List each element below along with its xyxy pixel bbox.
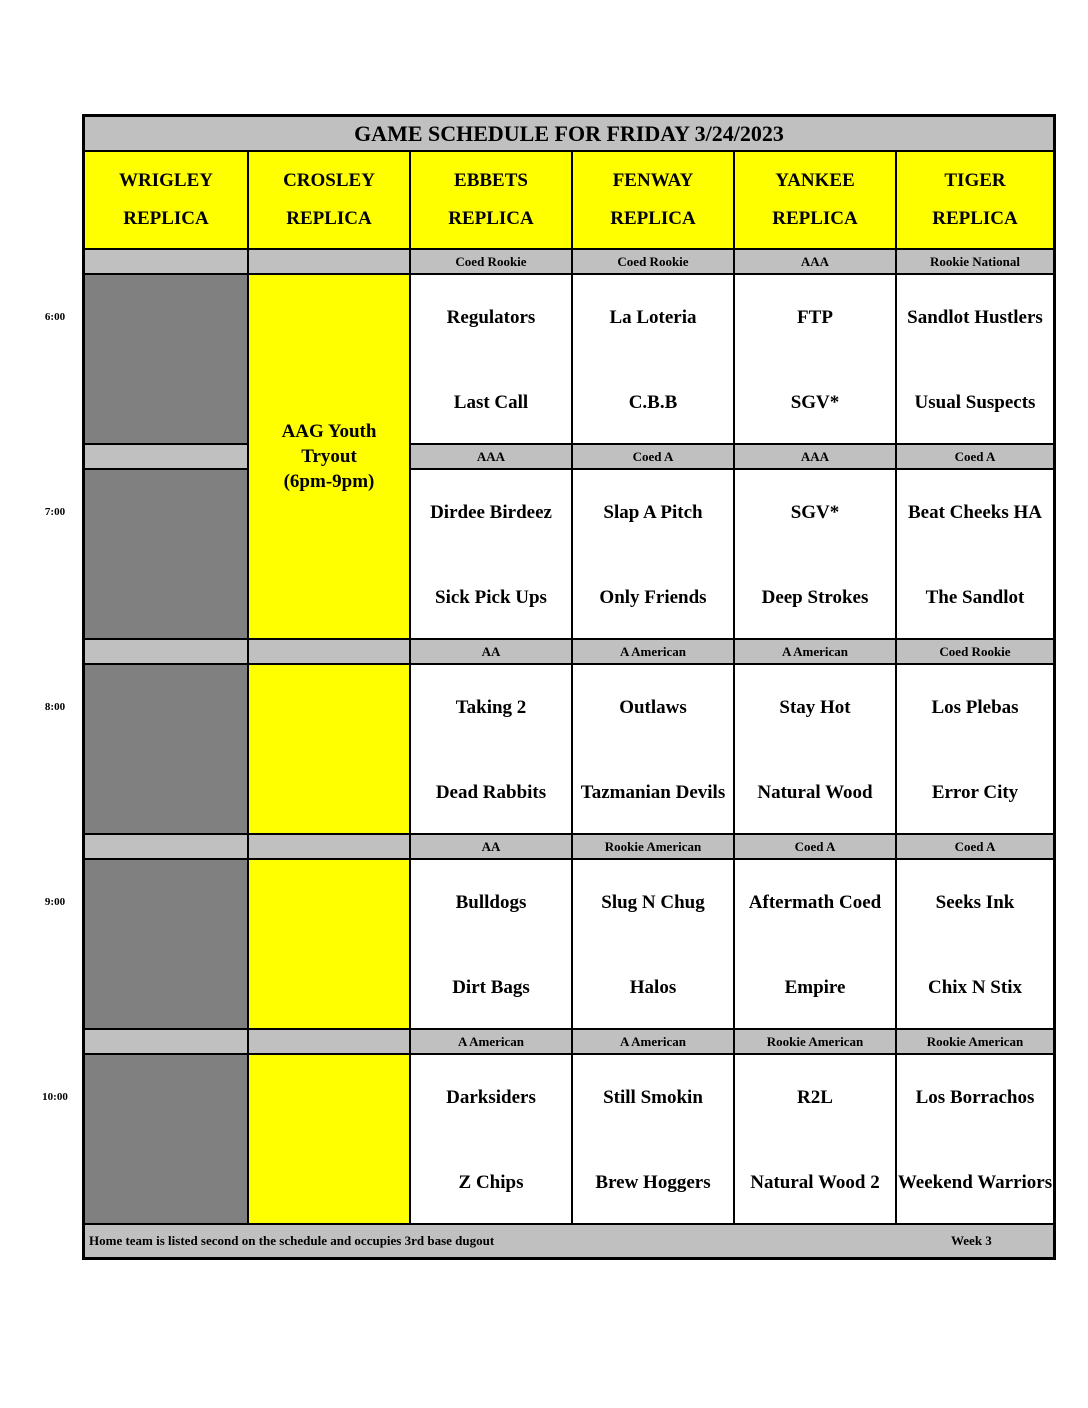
division-label: AAA bbox=[733, 250, 895, 275]
home-team: Natural Wood 2 bbox=[750, 1172, 880, 1193]
schedule-title: GAME SCHEDULE FOR FRIDAY 3/24/2023 bbox=[85, 117, 1053, 152]
home-team: Error City bbox=[931, 782, 1019, 803]
wrigley-closed-block bbox=[85, 1055, 247, 1225]
field-subtitle: REPLICA bbox=[286, 208, 372, 229]
home-team: Sick Pick Ups bbox=[435, 587, 547, 608]
schedule-table bbox=[82, 114, 1056, 1260]
game-cell bbox=[895, 1055, 1053, 1225]
home-team-note: Home team is listed second on the schedule and occupies 3rd base dugout bbox=[89, 1233, 495, 1248]
field-subtitle: REPLICA bbox=[932, 208, 1018, 229]
crosley-reserved-block bbox=[247, 665, 409, 835]
field-subtitle: REPLICA bbox=[772, 208, 858, 229]
division-label: Rookie American bbox=[571, 835, 733, 860]
field-subtitle: REPLICA bbox=[448, 208, 534, 229]
field-header-yankee bbox=[733, 152, 895, 250]
game-cell bbox=[571, 860, 733, 1030]
away-team: Los Borrachos bbox=[915, 1087, 1035, 1108]
field-subtitle: REPLICA bbox=[123, 208, 209, 229]
division-band-empty bbox=[85, 835, 247, 860]
division-label: Coed Rookie bbox=[895, 640, 1053, 665]
wrigley-closed-block bbox=[85, 860, 247, 1030]
away-team: R2L bbox=[797, 1087, 833, 1108]
home-team: C.B.B bbox=[628, 392, 678, 413]
crosley-tryout-block bbox=[247, 275, 409, 640]
home-team: Only Friends bbox=[599, 587, 707, 608]
time-label: 9:00 bbox=[44, 896, 66, 908]
away-team: La Loteria bbox=[609, 307, 697, 328]
away-team: Los Plebas bbox=[931, 697, 1019, 718]
away-team: SGV* bbox=[790, 502, 840, 523]
game-cell bbox=[733, 470, 895, 640]
away-team: Bulldogs bbox=[455, 892, 527, 913]
field-name: WRIGLEY bbox=[119, 170, 213, 191]
division-band-empty bbox=[85, 445, 247, 470]
home-team: Tazmanian Devils bbox=[580, 782, 726, 803]
home-team: The Sandlot bbox=[925, 587, 1025, 608]
division-band-empty bbox=[85, 640, 247, 665]
division-band-empty bbox=[85, 250, 247, 275]
field-name: TIGER bbox=[944, 170, 1006, 191]
home-team: Chix N Stix bbox=[928, 977, 1022, 998]
division-band-empty bbox=[247, 835, 409, 860]
division-label: A American bbox=[409, 1030, 571, 1055]
field-name: EBBETS bbox=[454, 170, 528, 191]
division-label: AA bbox=[409, 640, 571, 665]
home-team: Empire bbox=[784, 977, 846, 998]
away-team: Slug N Chug bbox=[601, 892, 705, 913]
game-cell bbox=[895, 665, 1053, 835]
time-label: 7:00 bbox=[44, 506, 66, 518]
away-team: Stay Hot bbox=[779, 697, 851, 718]
away-team: FTP bbox=[797, 307, 833, 328]
wrigley-closed-block bbox=[85, 275, 247, 445]
tryout-text: AAG Youth bbox=[281, 421, 377, 442]
game-cell bbox=[733, 860, 895, 1030]
division-band-empty bbox=[85, 1030, 247, 1055]
home-team: Last Call bbox=[453, 392, 529, 413]
field-header-tiger bbox=[895, 152, 1053, 250]
week-label: Week 3 bbox=[951, 1233, 992, 1248]
time-label: 8:00 bbox=[44, 701, 66, 713]
division-label: A American bbox=[733, 640, 895, 665]
field-header-fenway bbox=[571, 152, 733, 250]
division-label: Coed A bbox=[733, 835, 895, 860]
away-team: Seeks Ink bbox=[935, 892, 1015, 913]
home-team: Dead Rabbits bbox=[435, 782, 547, 803]
game-cell bbox=[733, 665, 895, 835]
field-name: YANKEE bbox=[775, 170, 855, 191]
division-label: Coed A bbox=[895, 445, 1053, 470]
division-label: AAA bbox=[409, 445, 571, 470]
division-band-empty bbox=[247, 250, 409, 275]
home-team: Z Chips bbox=[458, 1172, 524, 1193]
time-label: 6:00 bbox=[44, 311, 66, 323]
field-name: FENWAY bbox=[612, 170, 694, 191]
time-label: 10:00 bbox=[42, 1091, 68, 1103]
game-cell bbox=[733, 275, 895, 445]
game-cell bbox=[571, 470, 733, 640]
away-team: Slap A Pitch bbox=[603, 502, 703, 523]
tryout-text: Tryout bbox=[301, 446, 357, 467]
division-band-empty bbox=[247, 1030, 409, 1055]
division-label: Coed A bbox=[571, 445, 733, 470]
division-label: Coed Rookie bbox=[571, 250, 733, 275]
division-label: Coed Rookie bbox=[409, 250, 571, 275]
game-cell bbox=[409, 860, 571, 1030]
field-header-crosley bbox=[247, 152, 409, 250]
home-team: SGV* bbox=[790, 392, 840, 413]
home-team: Weekend Warriors bbox=[897, 1172, 1053, 1193]
away-team: Still Smokin bbox=[603, 1087, 703, 1108]
division-label: AAA bbox=[733, 445, 895, 470]
crosley-reserved-block bbox=[247, 860, 409, 1030]
division-label: Rookie American bbox=[733, 1030, 895, 1055]
away-team: Regulators bbox=[446, 307, 536, 328]
crosley-reserved-block bbox=[247, 1055, 409, 1225]
game-cell bbox=[895, 470, 1053, 640]
away-team: Darksiders bbox=[446, 1087, 536, 1108]
field-subtitle: REPLICA bbox=[610, 208, 696, 229]
division-label: Rookie American bbox=[895, 1030, 1053, 1055]
wrigley-closed-block bbox=[85, 470, 247, 640]
game-cell bbox=[571, 1055, 733, 1225]
division-label: AA bbox=[409, 835, 571, 860]
away-team: Beat Cheeks HA bbox=[907, 502, 1043, 523]
game-cell bbox=[409, 1055, 571, 1225]
field-header-wrigley bbox=[85, 152, 247, 250]
home-team: Halos bbox=[629, 977, 677, 998]
home-team: Dirt Bags bbox=[452, 977, 530, 998]
game-cell bbox=[409, 470, 571, 640]
away-team: Taking 2 bbox=[455, 697, 527, 718]
away-team: Aftermath Coed bbox=[748, 892, 882, 913]
division-band-empty bbox=[247, 640, 409, 665]
game-cell bbox=[733, 1055, 895, 1225]
home-team: Natural Wood bbox=[757, 782, 873, 803]
game-cell bbox=[571, 275, 733, 445]
division-label: A American bbox=[571, 1030, 733, 1055]
division-label: Rookie National bbox=[895, 250, 1053, 275]
schedule-footer bbox=[85, 1225, 1053, 1257]
game-cell bbox=[409, 275, 571, 445]
away-team: Sandlot Hustlers bbox=[907, 307, 1043, 328]
home-team: Brew Hoggers bbox=[595, 1172, 711, 1193]
tryout-text: (6pm-9pm) bbox=[283, 471, 375, 492]
division-label: Coed A bbox=[895, 835, 1053, 860]
game-cell bbox=[895, 860, 1053, 1030]
wrigley-closed-block bbox=[85, 665, 247, 835]
home-team: Usual Suspects bbox=[914, 392, 1036, 413]
away-team: Dirdee Birdeez bbox=[430, 502, 552, 523]
game-cell bbox=[895, 275, 1053, 445]
game-cell bbox=[571, 665, 733, 835]
field-name: CROSLEY bbox=[283, 170, 375, 191]
division-label: A American bbox=[571, 640, 733, 665]
away-team: Outlaws bbox=[619, 697, 687, 718]
game-cell bbox=[409, 665, 571, 835]
home-team: Deep Strokes bbox=[761, 587, 869, 608]
field-header-ebbets bbox=[409, 152, 571, 250]
